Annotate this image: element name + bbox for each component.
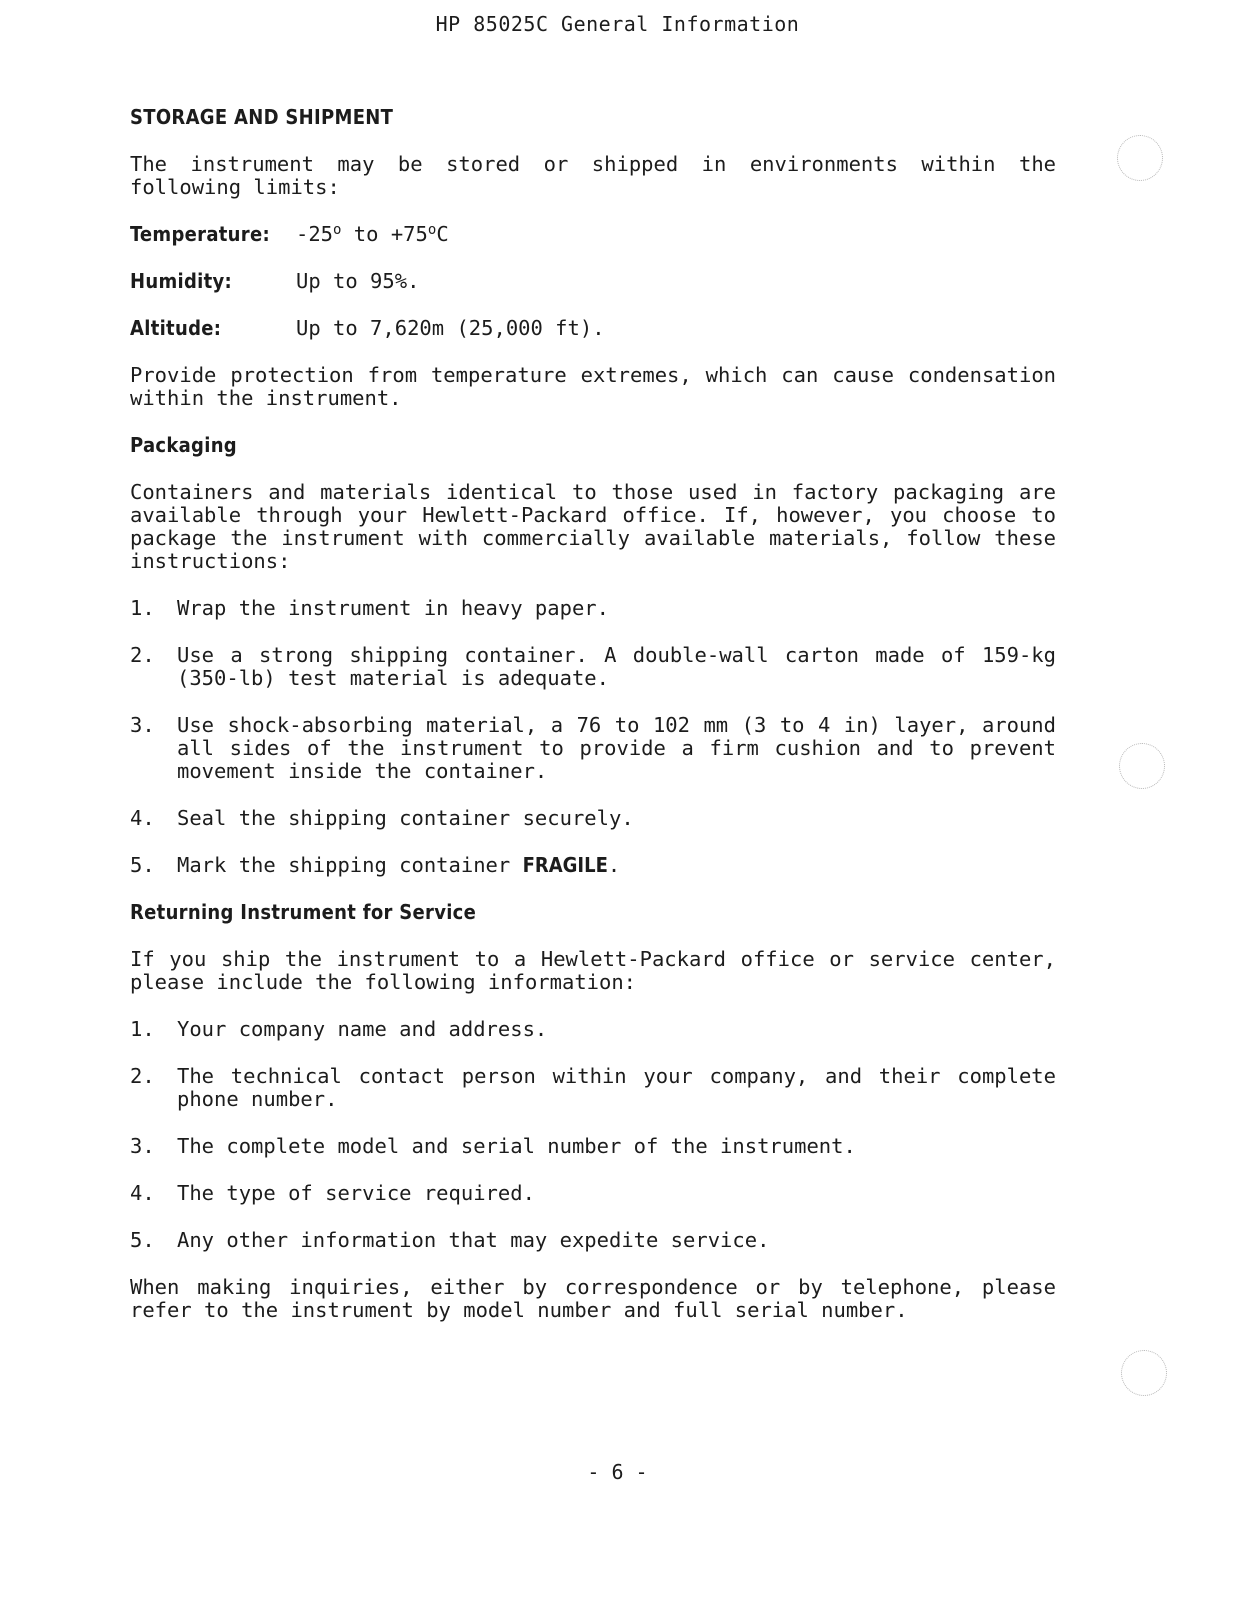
humidity-label: Humidity:: [130, 269, 233, 293]
list-number: 5.: [130, 1228, 155, 1252]
packaging-intro: Containers and materials identical to those used in factory packaging are available through your Hewlett-Packard office. If, however, you choose to package the instrument with commercially available materials, follow these instructions:: [130, 480, 1056, 573]
list-text: The technical contact person within your company, and their complete phone number.: [177, 1064, 1056, 1111]
punch-hole-top: [1117, 135, 1163, 181]
page-header: HP 85025C General Information: [435, 12, 800, 36]
list-item: [130, 644, 1056, 690]
protection-note: Provide protection from temperature extremes, which can cause condensation within the instrument.: [130, 363, 1056, 410]
fragile-text-before: Mark the shipping container: [177, 853, 523, 877]
list-item: [130, 1135, 1056, 1158]
list-number: 5.: [130, 853, 155, 877]
list-text: Seal the shipping container securely.: [177, 806, 634, 830]
list-text: The complete model and serial number of the instrument.: [177, 1134, 856, 1158]
list-text: Use a strong shipping container. A double-wall carton made of 159-kg (350-lb) test material is adequate.: [177, 643, 1056, 690]
list-text: Wrap the instrument in heavy paper.: [177, 596, 609, 620]
list-text: Any other information that may expedite service.: [177, 1228, 770, 1252]
list-text: The type of service required.: [177, 1181, 535, 1205]
temperature-unit: C: [436, 222, 449, 246]
list-item: [130, 1018, 1056, 1041]
list-item: [130, 854, 1056, 877]
list-item: [130, 807, 1056, 830]
temperature-value: [296, 223, 1056, 246]
temperature-to: to +75: [341, 222, 428, 246]
list-number: 1.: [130, 1017, 155, 1041]
list-text: [177, 854, 1056, 877]
list-text: Your company name and address.: [177, 1017, 548, 1041]
list-item: [130, 1229, 1056, 1252]
document-body: [130, 106, 1056, 1346]
humidity-value: Up to 95%.: [296, 269, 420, 293]
degree-symbol: o: [427, 222, 437, 238]
punch-hole-middle: [1119, 743, 1165, 789]
spec-humidity: [130, 270, 1056, 293]
list-item: [130, 1182, 1056, 1205]
list-number: 4.: [130, 806, 155, 830]
section-title-returning: Returning Instrument for Service: [130, 900, 477, 924]
punch-hole-bottom: [1121, 1350, 1167, 1396]
altitude-label: Altitude:: [130, 316, 222, 340]
temperature-label: Temperature:: [130, 222, 270, 246]
closing-note: When making inquiries, either by correspondence or by telephone, please refer to the instrument by model number and full serial number.: [130, 1275, 1056, 1322]
fragile-emphasis: FRAGILE: [522, 853, 608, 877]
altitude-value: Up to 7,620m (25,000 ft).: [296, 316, 605, 340]
temperature-from: -25: [296, 222, 334, 246]
degree-symbol: o: [333, 222, 342, 238]
spec-temperature: [130, 223, 1056, 246]
list-number: 3.: [130, 713, 155, 737]
list-number: 3.: [130, 1134, 155, 1158]
section-title-packaging: Packaging: [130, 433, 237, 457]
list-text: Use shock-absorbing material, a 76 to 102 mm (3 to 4 in) layer, around all sides of the instrument to provide a firm cushion and to prevent movement inside the container.: [177, 713, 1056, 783]
list-item: [130, 714, 1056, 783]
fragile-text-after: .: [607, 853, 621, 877]
returning-intro: If you ship the instrument to a Hewlett-Packard office or service center, please include the following information:: [130, 947, 1056, 994]
page-number: - 6 -: [587, 1460, 648, 1484]
list-number: 2.: [130, 1064, 155, 1088]
section-title-storage: STORAGE AND SHIPMENT: [130, 105, 394, 129]
list-number: 4.: [130, 1181, 155, 1205]
list-item: [130, 1065, 1056, 1111]
list-number: 1.: [130, 596, 155, 620]
list-item: [130, 597, 1056, 620]
storage-intro: The instrument may be stored or shipped in environments within the following limits:: [130, 152, 1056, 199]
list-number: 2.: [130, 643, 155, 667]
spec-altitude: [130, 317, 1056, 340]
